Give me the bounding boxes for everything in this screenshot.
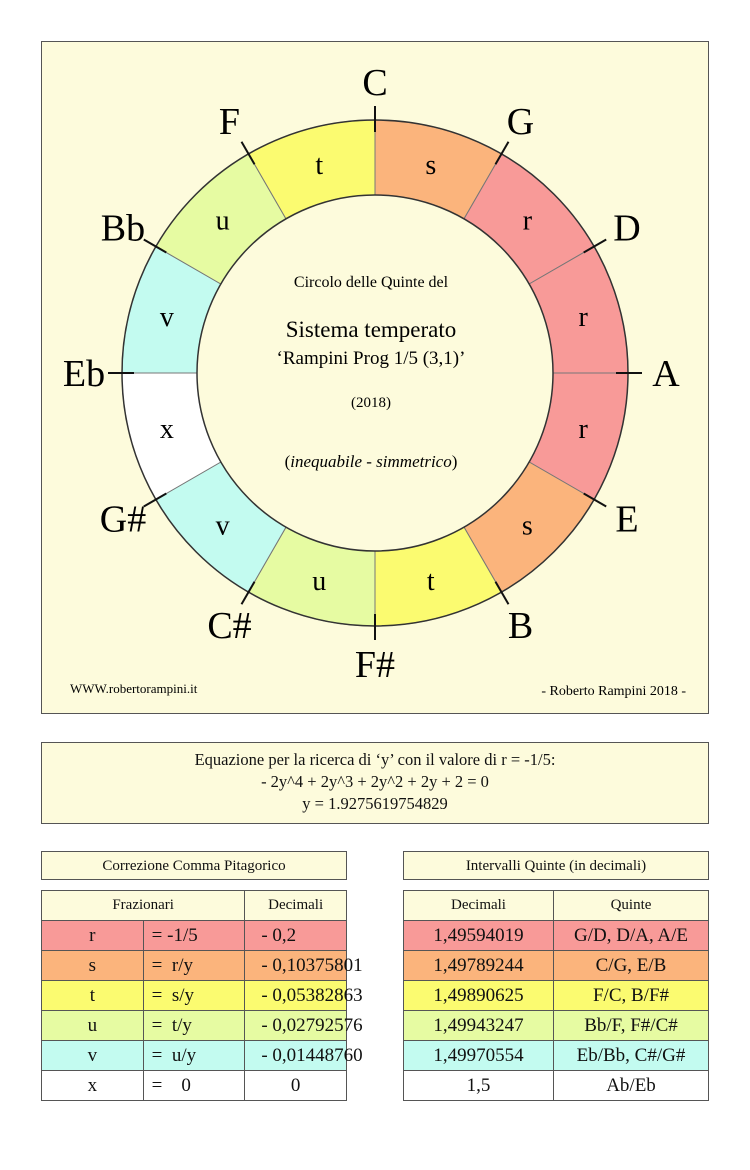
row-fifths: F/C, B/F# [554,981,709,1011]
segment-letter: r [522,205,533,237]
note-label-e: E [615,498,639,541]
wheel-inner-circle [197,195,553,551]
row-decimal: 1,49943247 [404,1011,554,1041]
header-decimali: Decimali [404,891,554,921]
row-decimal: 1,49594019 [404,921,554,951]
correction-row [42,1011,347,1041]
row-decimal: - 0,02792576 [245,1011,347,1041]
equation-line-1: Equazione per la ricerca di ‘y’ con il valore di r = -1/5: [194,750,556,769]
row-fraction: = u/y [143,1041,245,1071]
correction-row [42,921,347,951]
segment-letter: t [426,566,435,598]
center-type-suffix: ) [451,452,458,471]
interval-row [404,921,709,951]
row-fraction: = r/y [143,951,245,981]
note-label-c: C [362,62,388,104]
center-subtitle: ‘Rampini Prog 1/5 (3,1)’ [276,348,466,369]
correction-row [42,1071,347,1101]
row-fifths: C/G, E/B [554,951,709,981]
interval-row [404,1041,709,1071]
segment-letter: s [521,510,533,542]
segment-letter: t [315,149,324,181]
note-label-eb: Eb [62,353,106,395]
note-label-bb: Bb [100,207,146,250]
row-fifths: Eb/Bb, C#/G# [554,1041,709,1071]
segment-letter: r [578,302,588,334]
interval-row [404,981,709,1011]
row-fifths: G/D, D/A, A/E [554,921,709,951]
note-label-a: A [652,353,680,395]
row-decimal: 1,5 [404,1071,554,1101]
header-decimali: Decimali [245,891,347,921]
correction-table [41,890,363,1101]
row-letter: x [42,1071,144,1101]
intervals-table-header [404,891,709,921]
segment-letter: u [215,205,230,237]
row-decimal: - 0,01448760 [245,1041,347,1071]
row-fraction: = -1/5 [143,921,245,951]
row-fraction: = s/y [143,981,245,1011]
segment-letter: s [425,149,437,181]
note-label-f: F [218,100,241,143]
note-label-g: G [506,100,535,143]
row-letter: u [42,1011,144,1041]
equation-line-2: - 2y^4 + 2y^3 + 2y^2 + 2y + 2 = 0 [261,772,489,791]
segment-letter: u [312,566,327,598]
equation-box [41,742,709,824]
correction-row [42,1041,347,1071]
correction-table-header [42,891,347,921]
segment-letter: v [159,302,174,334]
note-label-c-sharp: C# [207,605,252,648]
author-credit: - Roberto Rampini 2018 - [541,684,686,699]
row-fifths: Ab/Eb [554,1071,709,1101]
correction-row [42,951,347,981]
row-decimal: - 0,05382863 [245,981,347,1011]
note-label-b: B [507,605,534,648]
center-title: Sistema temperato [285,317,457,342]
interval-row [404,1011,709,1041]
segment-letter: r [578,413,588,445]
row-letter: r [42,921,144,951]
row-decimal: - 0,2 [245,921,347,951]
center-type-italic: inequabile - simmetrico [290,452,452,471]
center-caption: Circolo delle Quinte del [293,274,449,291]
row-decimal: 1,49970554 [404,1041,554,1071]
note-label-d: D [613,207,641,250]
header-quinte: Quinte [554,891,709,921]
header-frazionari: Frazionari [42,891,245,921]
website-link[interactable]: WWW.robertorampini.it [70,681,198,696]
row-decimal: 0 [245,1071,347,1101]
equation-line-3: y = 1.9275619754829 [302,794,448,813]
correction-row [42,981,347,1011]
row-fraction: = t/y [143,1011,245,1041]
row-decimal: 1,49789244 [404,951,554,981]
row-letter: t [42,981,144,1011]
row-decimal: - 0,10375801 [245,951,347,981]
row-letter: v [42,1041,144,1071]
segment-letter: v [215,510,230,542]
row-fraction: = 0 [143,1071,245,1101]
interval-row [404,1071,709,1101]
note-label-g-sharp: G# [99,498,147,541]
center-year: (2018) [351,395,391,411]
center-type [285,452,458,471]
segment-letter: x [159,413,174,445]
row-fifths: Bb/F, F#/C# [554,1011,709,1041]
intervals-table [403,890,709,1101]
interval-row [404,951,709,981]
intervals-table-title: Intervalli Quinte (in decimali) [403,851,709,880]
note-label-f-sharp: F# [354,644,396,686]
correction-table-title: Correzione Comma Pitagorico [41,851,347,880]
row-letter: s [42,951,144,981]
center-type-prefix: ( [284,452,291,471]
row-decimal: 1,49890625 [404,981,554,1011]
